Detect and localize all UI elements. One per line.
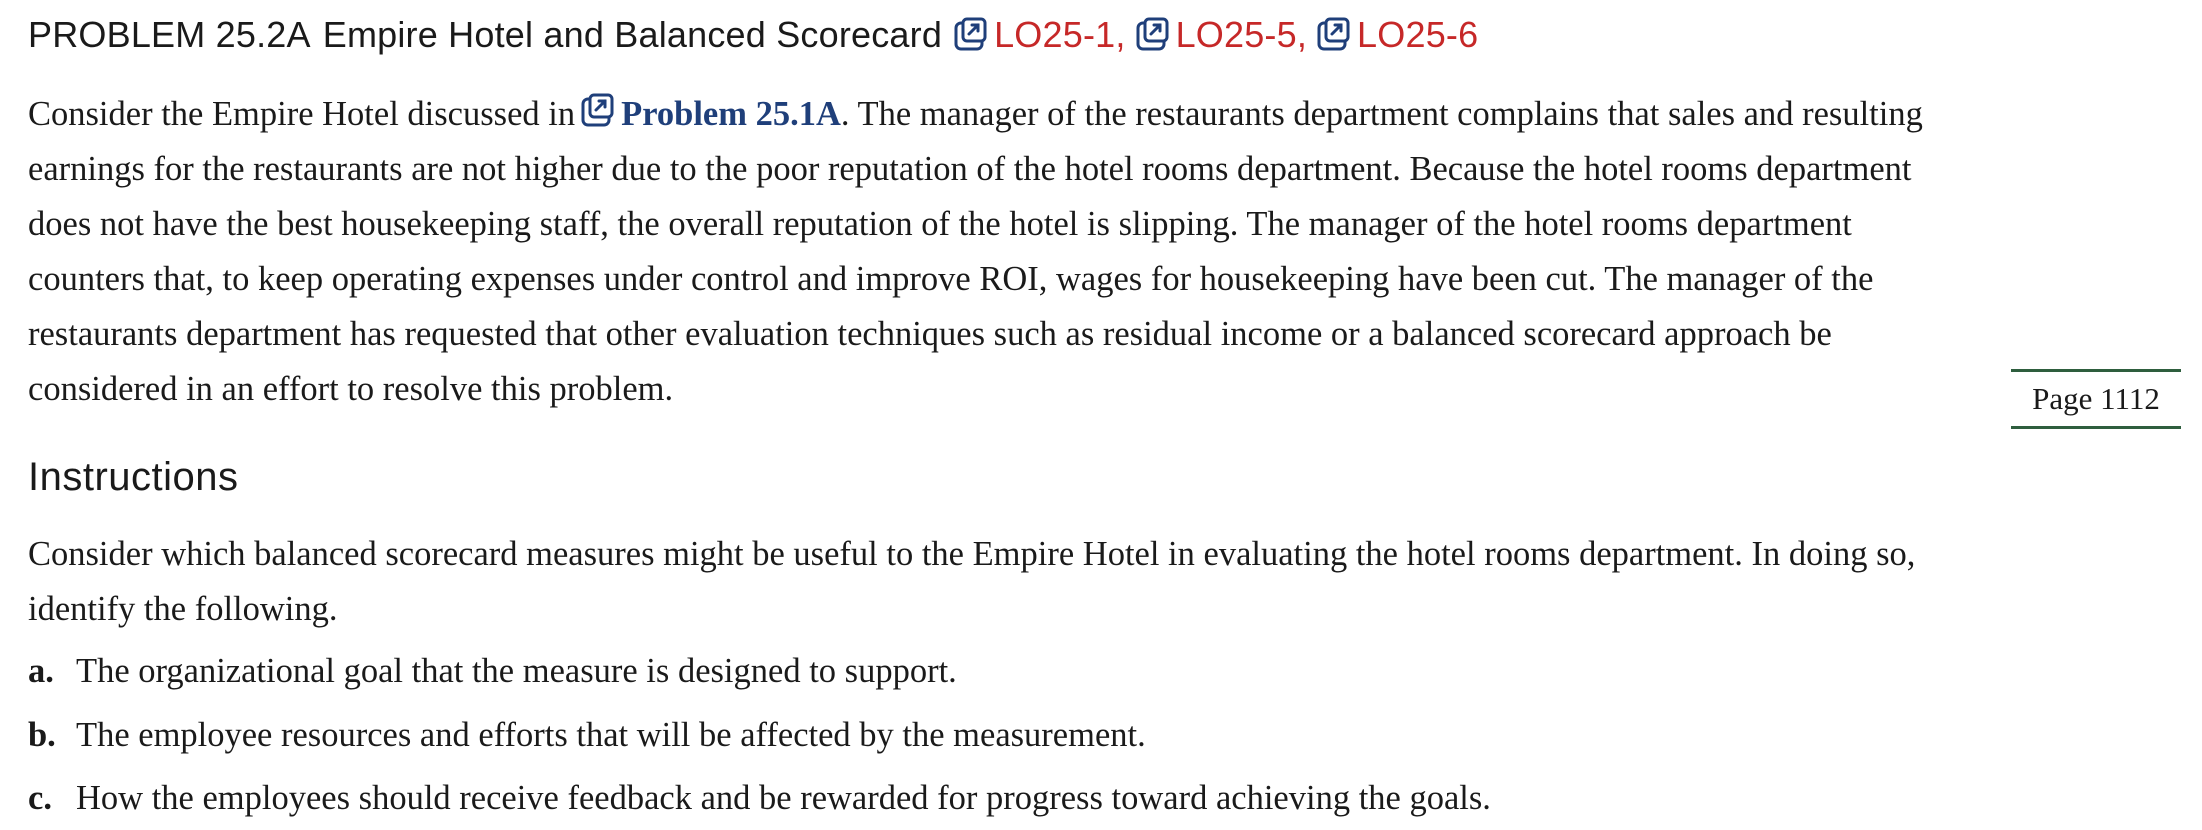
list-item-letter: c. bbox=[28, 779, 52, 817]
paragraph-line: does not have the best housekeeping staff, the overall reputation of the hotel is slipping. The manager of the hotel rooms department bbox=[28, 205, 1852, 243]
external-link-icon[interactable] bbox=[1136, 17, 1170, 53]
paragraph-text: . The manager of the restaurants department complains that sales and resulting bbox=[840, 95, 1923, 133]
paragraph-line: considered in an effort to resolve this problem. bbox=[28, 370, 674, 408]
instructions-line: identify the following. bbox=[28, 590, 338, 628]
problem-description bbox=[28, 87, 2178, 417]
list-item-text: How the employees should receive feedback and be rewarded for progress toward achieving the goals. bbox=[76, 779, 1491, 817]
external-link-icon[interactable] bbox=[954, 17, 988, 53]
lo-link-3[interactable] bbox=[1317, 14, 1478, 56]
problem-title: Empire Hotel and Balanced Scorecard bbox=[322, 14, 943, 55]
list-item bbox=[28, 776, 1491, 820]
paragraph-line: counters that, to keep operating expenses under control and improve ROI, wages for housekeeping have been cut. The manager of the bbox=[28, 260, 1874, 298]
lo-link-1[interactable] bbox=[942, 14, 1135, 56]
list-item-letter: b. bbox=[28, 716, 56, 754]
list-item-text: The organizational goal that the measure is designed to support. bbox=[76, 652, 957, 690]
list-item bbox=[28, 649, 957, 693]
instructions-line: Consider which balanced scorecard measures might be useful to the Empire Hotel in evaluating the hotel rooms department. In doing so, bbox=[28, 535, 1916, 573]
problem-heading bbox=[28, 10, 1478, 60]
instructions-heading: Instructions bbox=[28, 455, 239, 499]
problem-crossref-link[interactable]: Problem 25.1A bbox=[621, 95, 841, 133]
lo-link-2[interactable] bbox=[1136, 14, 1317, 56]
paragraph-text: Consider the Empire Hotel discussed in bbox=[28, 95, 576, 133]
paragraph-line: earnings for the restaurants are not higher due to the poor reputation of the hotel rooms department. Because the hotel rooms department bbox=[28, 150, 1912, 188]
page-marker: Page 1112 bbox=[2011, 369, 2181, 429]
list-item-text: The employee resources and efforts that will be affected by the measurement. bbox=[76, 716, 1146, 754]
lo-separator: , bbox=[1296, 14, 1308, 55]
lo-link-label[interactable]: LO25-6 bbox=[1357, 14, 1479, 55]
external-link-icon[interactable] bbox=[1317, 17, 1351, 53]
lo-link-label[interactable]: LO25-1 bbox=[994, 14, 1116, 55]
list-item bbox=[28, 713, 1146, 757]
instructions-text bbox=[28, 527, 2178, 637]
paragraph-line: restaurants department has requested that other evaluation techniques such as residual income or a balanced scorecard approach be bbox=[28, 315, 1832, 353]
problem-number: PROBLEM 25.2A bbox=[28, 14, 311, 55]
lo-link-label[interactable]: LO25-5 bbox=[1175, 14, 1297, 55]
lo-separator: , bbox=[1115, 14, 1126, 55]
external-link-icon[interactable] bbox=[579, 91, 617, 127]
paragraph-line bbox=[28, 87, 2178, 142]
list-item-letter: a. bbox=[28, 652, 54, 690]
